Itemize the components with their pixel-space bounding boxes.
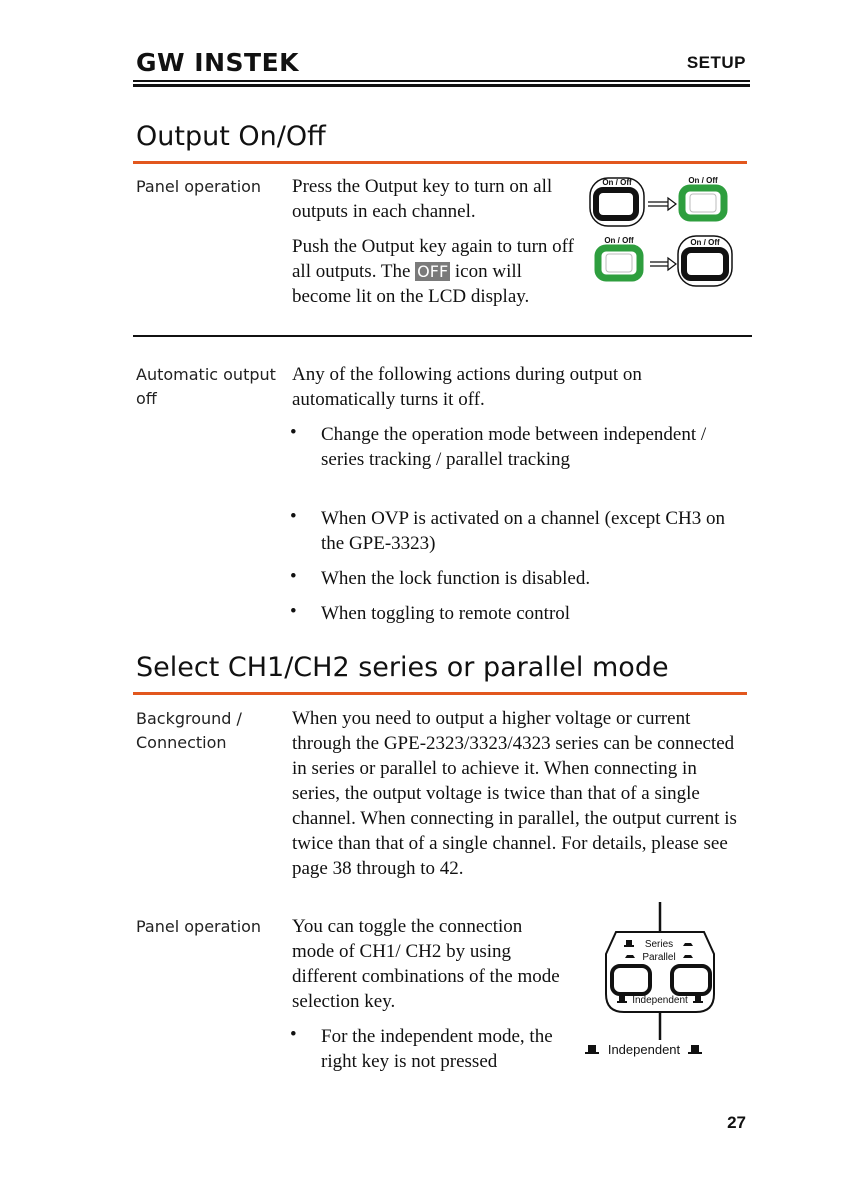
output-key-off-icon (590, 178, 644, 226)
row-label-background-connection: Background / Connection (136, 709, 242, 752)
arrow-right-icon (668, 198, 676, 210)
left-mode-key-icon (612, 966, 650, 994)
bullet-ovp: When OVP is activated on a channel (except CH3 on the GPE-3323) (321, 508, 725, 554)
row-label-automatic-output-off: Automatic output off (136, 365, 276, 408)
key-label: On / Off (688, 176, 718, 185)
bullet-icon: • (290, 566, 297, 587)
key-label: On / Off (602, 178, 632, 187)
right-mode-key-icon (672, 966, 710, 994)
paragraph-push-output-after: icon will become lit on the LCD display. (292, 261, 530, 307)
mode-label-independent-below: Independent (607, 1042, 681, 1057)
series-indicator-icon (626, 940, 632, 945)
mode-label-independent: Independent (632, 995, 688, 1006)
mode-label-parallel: Parallel (642, 952, 676, 963)
row-divider (133, 335, 752, 337)
paragraph-toggle-mode: You can toggle the connection mode of CH1/ CH2 by using different combinations of the mode selection key. (292, 916, 560, 1012)
bullet-change-mode: Change the operation mode between independent / series tracking / parallel tracking (321, 424, 707, 470)
key-label: On / Off (604, 236, 634, 245)
bullet-icon: • (290, 422, 297, 443)
mode-label-series: Series (644, 939, 674, 950)
bullet-lock: When the lock function is disabled. (321, 568, 591, 589)
brand-logo: GW INSTEK (136, 48, 300, 77)
paragraph-press-output: Press the Output key to turn on all outputs in each channel. (292, 176, 553, 222)
output-key-on-icon (682, 176, 724, 218)
bullet-icon: • (290, 601, 297, 622)
mode-selection-key-diagram (580, 902, 720, 1064)
page-number: 27 (727, 1113, 746, 1132)
key-label: On / Off (690, 238, 720, 247)
paragraph-background: When you need to output a higher voltage or current through the GPE-2323/3323/4323 series can be connected in series or parallel to achieve it. When connecting in series, the output voltage is twice than that of a single channel. When connecting in parallel, the output current is twice than that of a single channel. For details, please see page 38 through to 42. (292, 708, 737, 879)
parallel-indicator-icon (625, 955, 635, 958)
output-key-turn-off-diagram (588, 232, 738, 290)
section-title-series-parallel: Select CH1/CH2 series or parallel mode (136, 652, 669, 683)
output-key-on-icon (598, 236, 640, 278)
arrow-right-icon (668, 258, 676, 270)
section-tag: SETUP (686, 53, 746, 72)
output-key-turn-on-diagram (588, 172, 738, 230)
paragraph-push-output-before: Push the Output key again to turn off all outputs. The (292, 236, 574, 282)
header-rule-thin (133, 80, 750, 82)
bullet-remote: When toggling to remote control (321, 603, 571, 624)
bullet-icon: • (290, 1024, 297, 1045)
output-key-off-icon (678, 236, 732, 286)
row-label-panel-operation-2: Panel operation (136, 917, 262, 936)
row-label-panel-operation: Panel operation (136, 177, 262, 196)
paragraph-auto-off-intro: Any of the following actions during output on automatically turns it off. (292, 364, 642, 410)
off-indicator-badge: OFF (417, 262, 449, 281)
section-title-output-onoff: Output On/Off (136, 121, 326, 152)
section-title-underline (133, 692, 747, 695)
header-rule-thick (133, 84, 750, 87)
paragraph-push-output (292, 234, 582, 309)
section-title-underline (133, 161, 747, 164)
bullet-icon: • (290, 506, 297, 527)
bullet-independent-mode: For the independent mode, the right key is not pressed (321, 1026, 553, 1072)
